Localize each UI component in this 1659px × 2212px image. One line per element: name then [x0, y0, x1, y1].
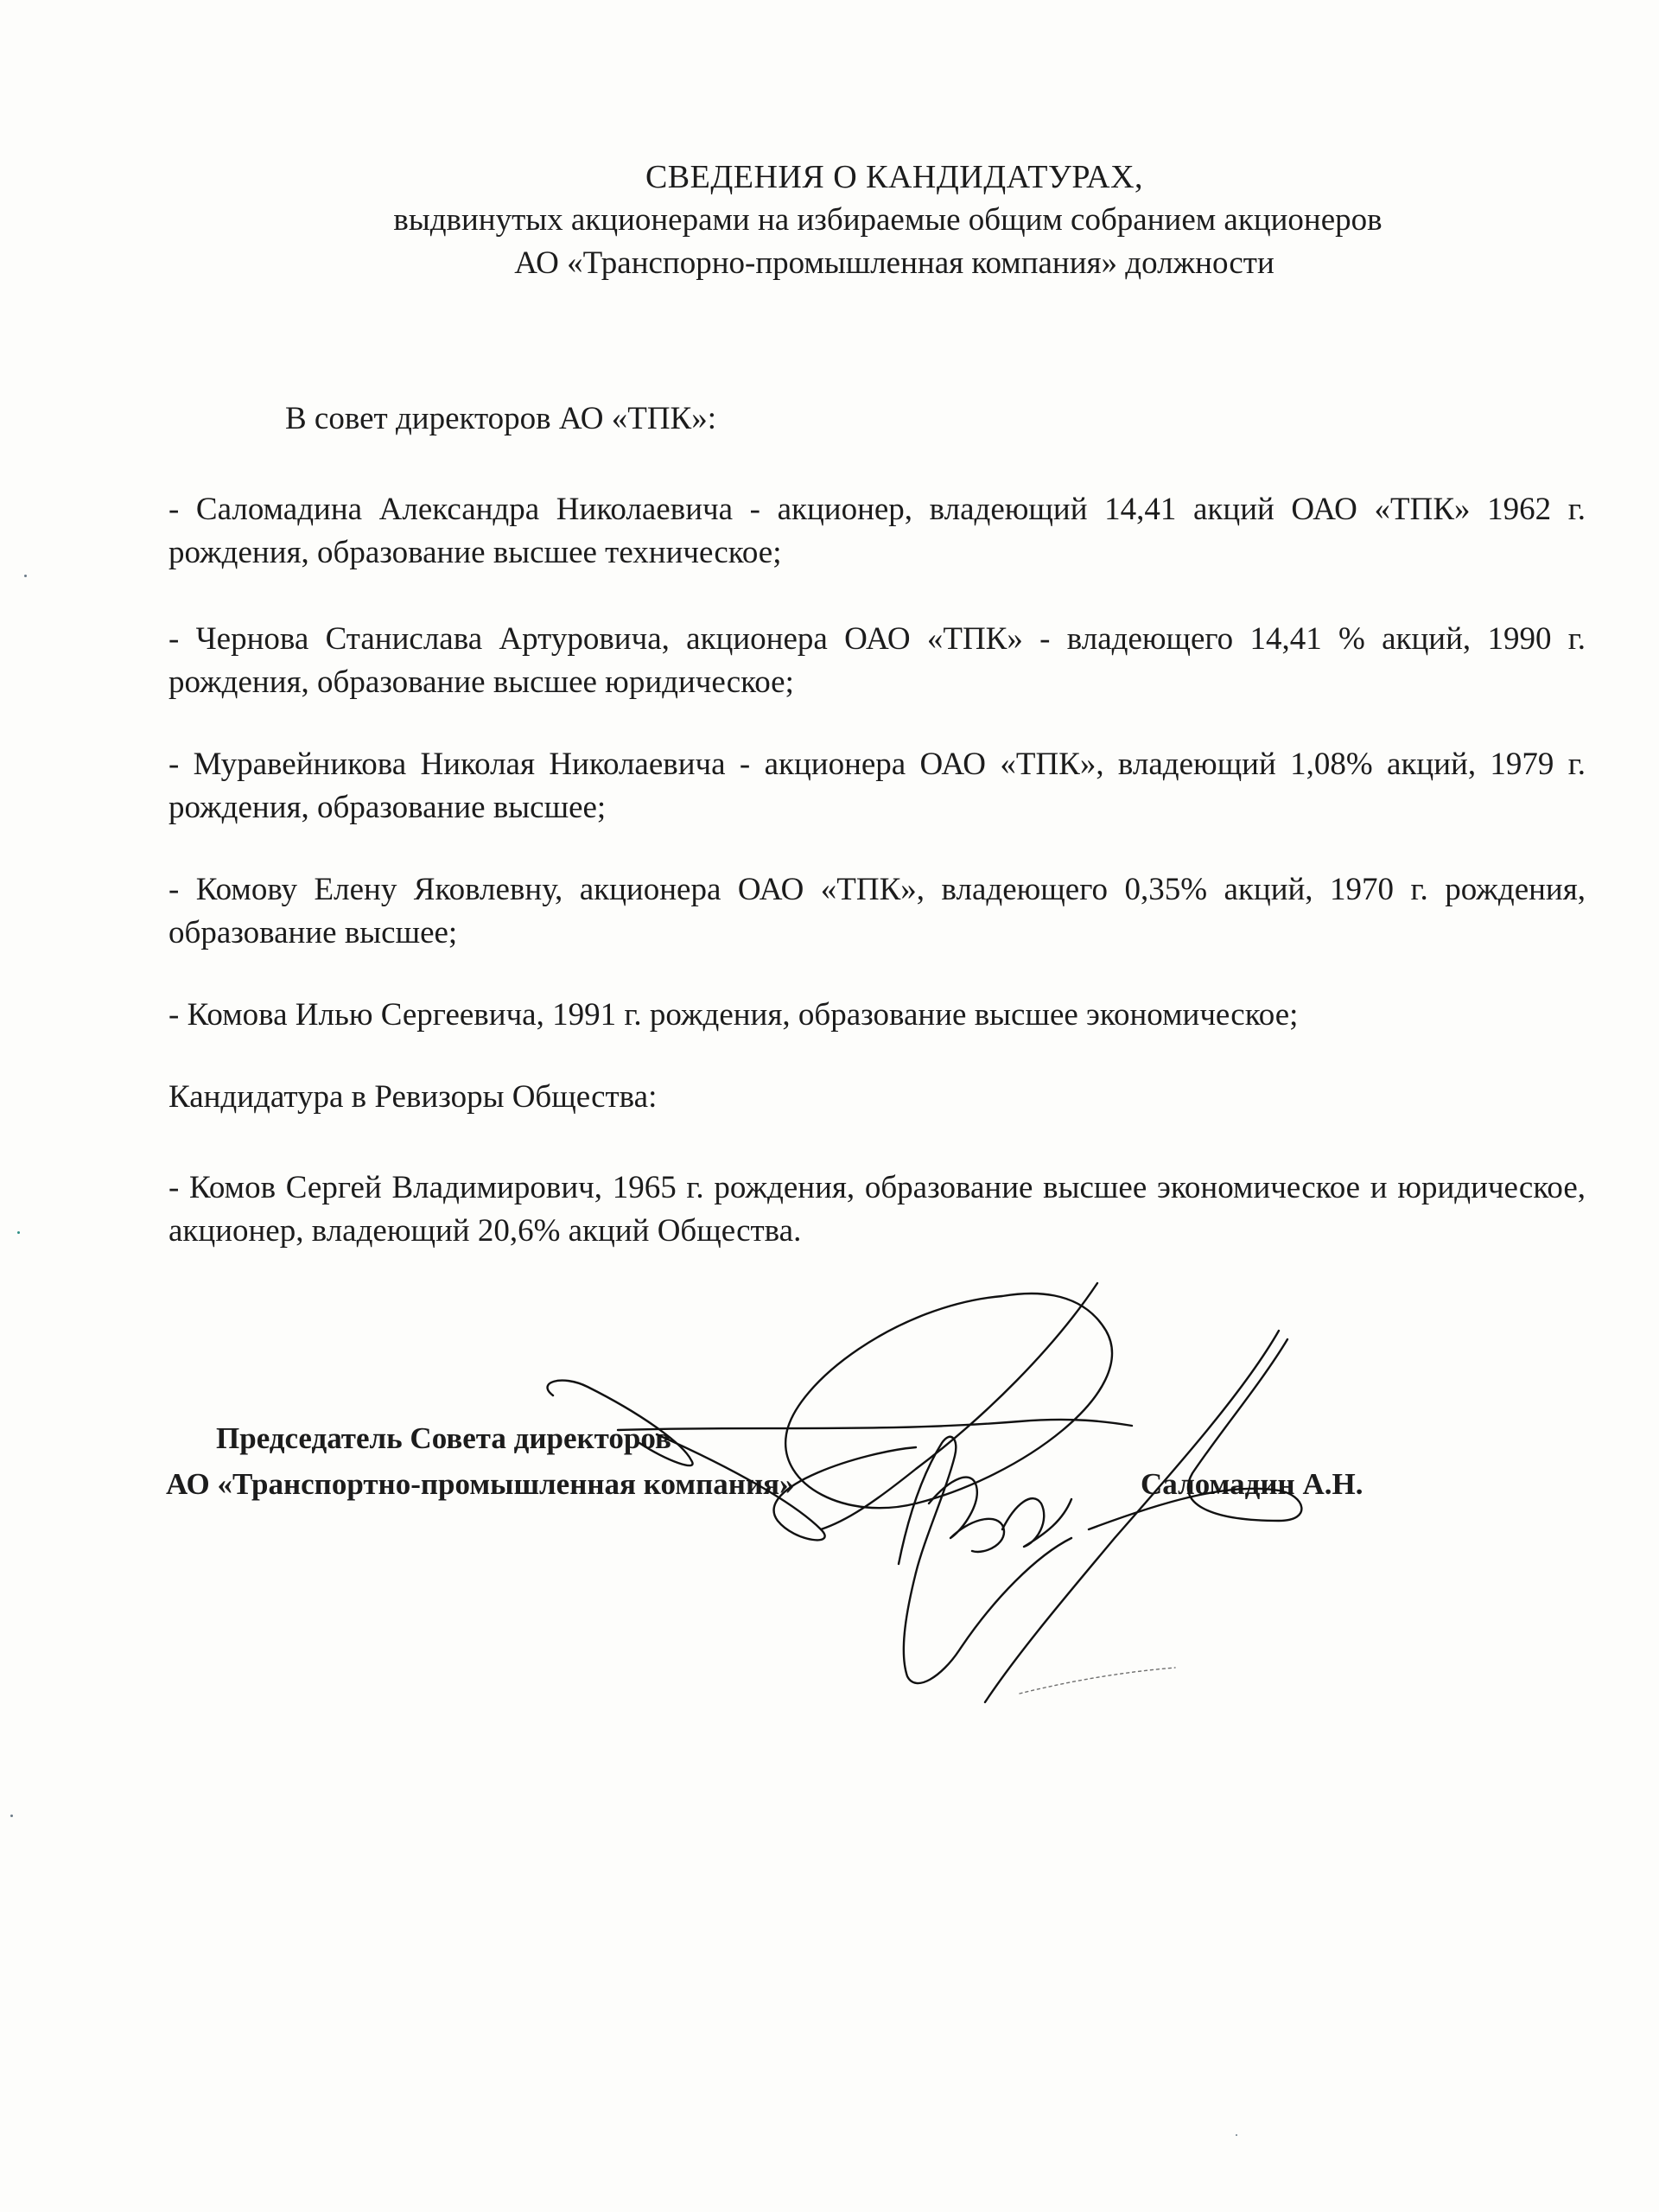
document-header	[0, 156, 1659, 285]
board-candidate-4: - Комову Елену Яковлевну, акционера ОАО «ТПК», владеющего 0,35% акций, 1970 г. рождения, образование высшее;	[168, 872, 1586, 950]
auditor-heading: Кандидатура в Ревизоры Общества:	[168, 1079, 658, 1115]
board-intro: В совет директоров АО «ТПК»:	[285, 401, 717, 436]
document-subtitle-line1: выдвинутых акционерами на избираемые общим собранием акционеров	[393, 202, 1382, 238]
document-subtitle-line2: АО «Транспорно-промышленная компания» должности	[514, 245, 1274, 281]
document-title: СВЕДЕНИЯ О КАНДИДАТУРАХ,	[645, 159, 1144, 195]
signatory-position-line2: АО «Транспортно-промышленная компания»	[166, 1467, 795, 1501]
board-candidate-3: - Муравейникова Николая Николаевича - акционера ОАО «ТПК», владеющий 1,08% акций, 1979 г. рождения, образование высшее;	[168, 747, 1586, 825]
board-candidate-2: - Чернова Станислава Артуровича, акционера ОАО «ТПК» - владеющего 14,41 % акций, 1990 г. рождения, образование высшее юридическое;	[168, 621, 1586, 700]
board-candidate-1: - Саломадина Александра Николаевича - акционер, владеющий 14,41 акций ОАО «ТПК» 1962 г. рождения, образование высшее техническое;	[168, 492, 1586, 570]
handwritten-signature	[536, 1244, 1313, 1711]
signatory-position-line1: Председатель Совета директоров	[216, 1421, 671, 1455]
board-candidate-5: - Комова Илью Сергеевича, 1991 г. рождения, образование высшее экономическое;	[168, 997, 1299, 1033]
auditor-candidate: - Комов Сергей Владимирович, 1965 г. рождения, образование высшее экономическое и юридическое, акционер, владеющий 20,6% акций Общества.	[168, 1170, 1586, 1249]
signatory-name: Саломадин А.Н.	[1141, 1467, 1363, 1501]
